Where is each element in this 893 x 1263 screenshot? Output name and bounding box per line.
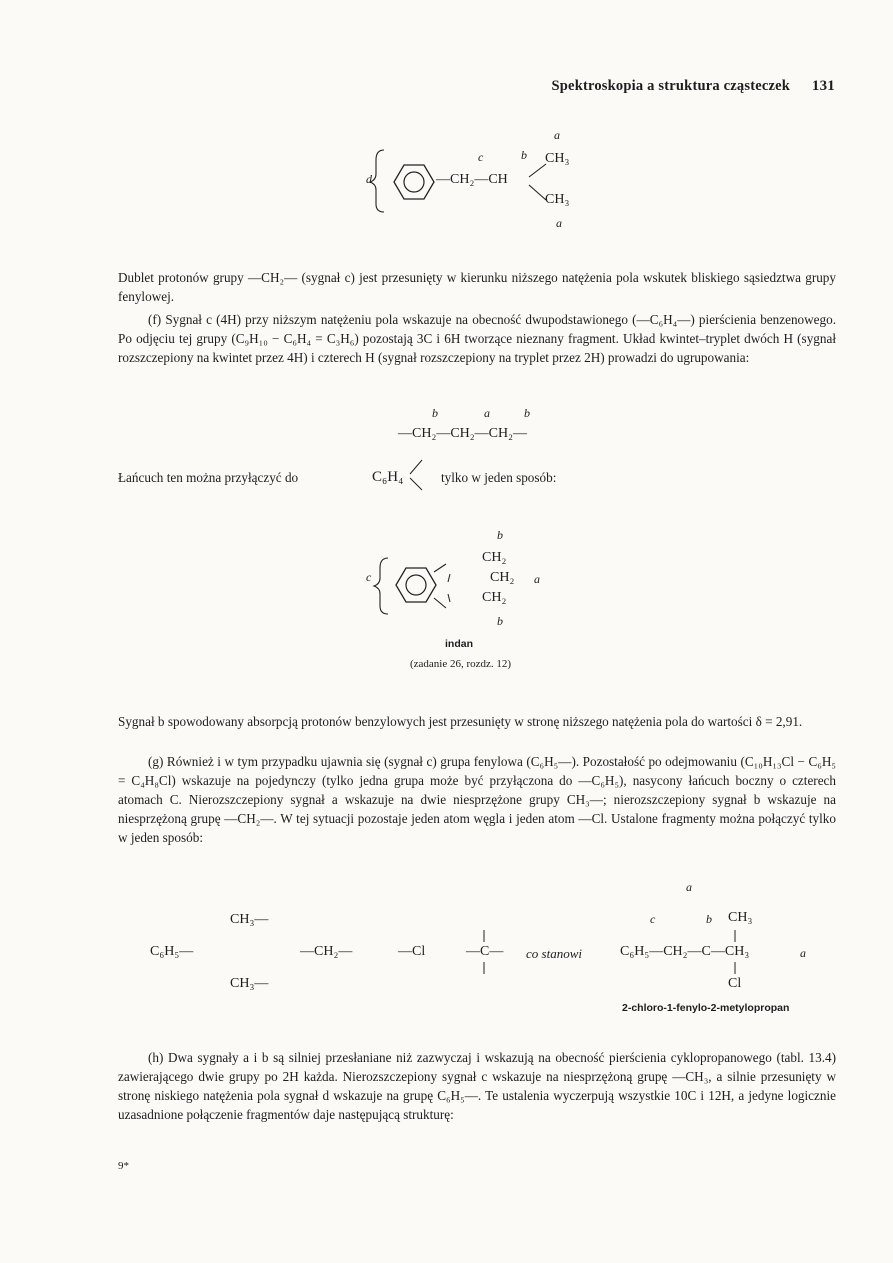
result-label-a-top: a bbox=[686, 880, 692, 894]
indan-label-b-top: b bbox=[497, 528, 503, 542]
page-number: 131 bbox=[811, 78, 835, 94]
frag-ch3-top: CH₃— bbox=[230, 912, 269, 927]
result-label-b: b bbox=[706, 912, 712, 926]
paragraph-1: Dublet protonów grupy —CH₂— (sygnał c) jest przesunięty w kierunku niższego natężenia pola wskutek bliskiego sąsiedztwa grupy fenylowej. bbox=[118, 270, 836, 304]
ch3-top: CH₃ bbox=[545, 151, 570, 166]
indan-ch2-2: CH₂ bbox=[490, 570, 515, 585]
frag-label-a: a bbox=[484, 406, 490, 420]
header-title: Spektroskopia a struktura cząsteczek bbox=[551, 78, 791, 94]
paragraph-4: (g) Również i w tym przypadku ujawnia się (sygnał c) grupa fenylowa (C₆H₅—). Pozostałość po odejmowaniu (C₁₀H₁₃Cl − C₆H₅ = C₄H₈Cl) wskazuje na pojedynczy (tylko jedna grupa może być przyłączona do —C₆H₅), nasycony łańcuch boczny o czterech atomach C. Nierozszczepiony sygnał a wskazuje na dwie niesprzężone grupy CH₃—; nierozszczepiony sygnał b wskazuje na niesprzężoną grupę —CH₂—. W tej sytuacji pozostaje jeden atom węgla i jeden atom —Cl. Ustalone fragmenty można połączyć tylko w jeden sposób: bbox=[118, 754, 836, 845]
indan-ring-graphic bbox=[360, 528, 560, 638]
fragments-and-result bbox=[0, 880, 893, 1030]
indan-label-b-bottom: b bbox=[497, 614, 503, 628]
signature-mark: 9* bbox=[118, 1160, 129, 1172]
indan-label-a: a bbox=[534, 572, 540, 586]
result-compound-name: 2-chloro-1-fenylo-2-metylopropan bbox=[622, 1002, 790, 1014]
frag-ch3-bottom: CH₃— bbox=[230, 976, 269, 991]
label-a-top: a bbox=[554, 128, 560, 142]
indan-ch2-3: CH₂ bbox=[482, 590, 507, 605]
label-a-bottom: a bbox=[556, 216, 562, 230]
frag-ch2: —CH₂— bbox=[300, 944, 353, 959]
frag-label-b2: b bbox=[524, 406, 530, 420]
indan-name: indan bbox=[445, 638, 473, 650]
label-b: b bbox=[521, 148, 527, 162]
frag-c6h5: C₆H₅— bbox=[150, 944, 194, 959]
structure-indan bbox=[360, 528, 560, 678]
label-d: d bbox=[366, 172, 372, 186]
chain-attachment-line bbox=[118, 466, 836, 496]
structure-isobutylbenzene bbox=[0, 120, 893, 240]
indan-reference: (zadanie 26, rozdz. 12) bbox=[410, 658, 512, 670]
paragraph-3: Sygnał b spowodowany absorpcją protonów benzylowych jest przesunięty w stronę niższego natężenia pola do wartości δ = 2,91. bbox=[118, 714, 803, 729]
ch3-bottom: CH₃ bbox=[545, 192, 570, 207]
chain-suffix: tylko w jeden sposób: bbox=[441, 470, 557, 485]
indan-ch2-1: CH₂ bbox=[482, 550, 507, 565]
paragraph-5: (h) Dwa sygnały a i b są silniej przesłaniane niż zazwyczaj i wskazują na obecność pierścienia cyklopropanowego (tabl. 13.4) zawierającego dwie grupy po 2H każda. Nierozszczepiony sygnał c wskazuje na niesprzężoną grupę —CH₃, a silnie przesunięty w stronę niskiego natężenia pola sygnał d wskazuje na grupę C₆H₅—. Te ustalenia wyczerpują wszystkie 10C i 12H, a jedyne logicznie uzasadnione połączenie fragmentów daje następującą strukturę: bbox=[118, 1050, 836, 1122]
result-main-formula: C₆H₅—CH₂—C—CH₃ bbox=[620, 944, 750, 959]
label-c: c bbox=[478, 150, 484, 164]
frag-quaternary-c: —C— bbox=[466, 944, 504, 959]
frag-label-b1: b bbox=[432, 406, 438, 420]
c6h4-bonds bbox=[408, 456, 428, 496]
fragment-propylene-chain bbox=[398, 406, 578, 446]
result-ch3-top: CH₃ bbox=[728, 910, 753, 925]
running-header bbox=[552, 78, 835, 95]
c6h4-formula: C₆H₄ bbox=[372, 469, 404, 485]
paragraph-2: (f) Sygnał c (4H) przy niższym natężeniu pola wskazuje na obecność dwupodstawionego (—C₆H₄—) pierścienia benzenowego. Po odjęciu tej grupy (C₉H₁₀ − C₆H₄ = C₃H₆) pozostają 3C i 6H tworzące nieznany fragment. Układ kwintet–tryplet dwóch H (sygnał rozszczepiony na kwintet przez 4H) i czterech H (sygnał rozszczepiony na tryplet przez 2H) prowadzi do ugrupowania: bbox=[118, 312, 836, 365]
indan-label-c: c bbox=[366, 570, 372, 584]
result-label-a-right: a bbox=[800, 946, 806, 960]
frag-formula: —CH₂—CH₂—CH₂— bbox=[398, 426, 527, 441]
result-cl: Cl bbox=[728, 976, 742, 991]
chain-text: Łańcuch ten można przyłączyć do bbox=[118, 470, 299, 485]
co-stanowi-text: co stanowi bbox=[526, 946, 582, 961]
frag-cl: —Cl bbox=[398, 944, 426, 959]
result-label-c: c bbox=[650, 912, 656, 926]
chain-ch2-ch: —CH₂—CH bbox=[436, 172, 508, 187]
